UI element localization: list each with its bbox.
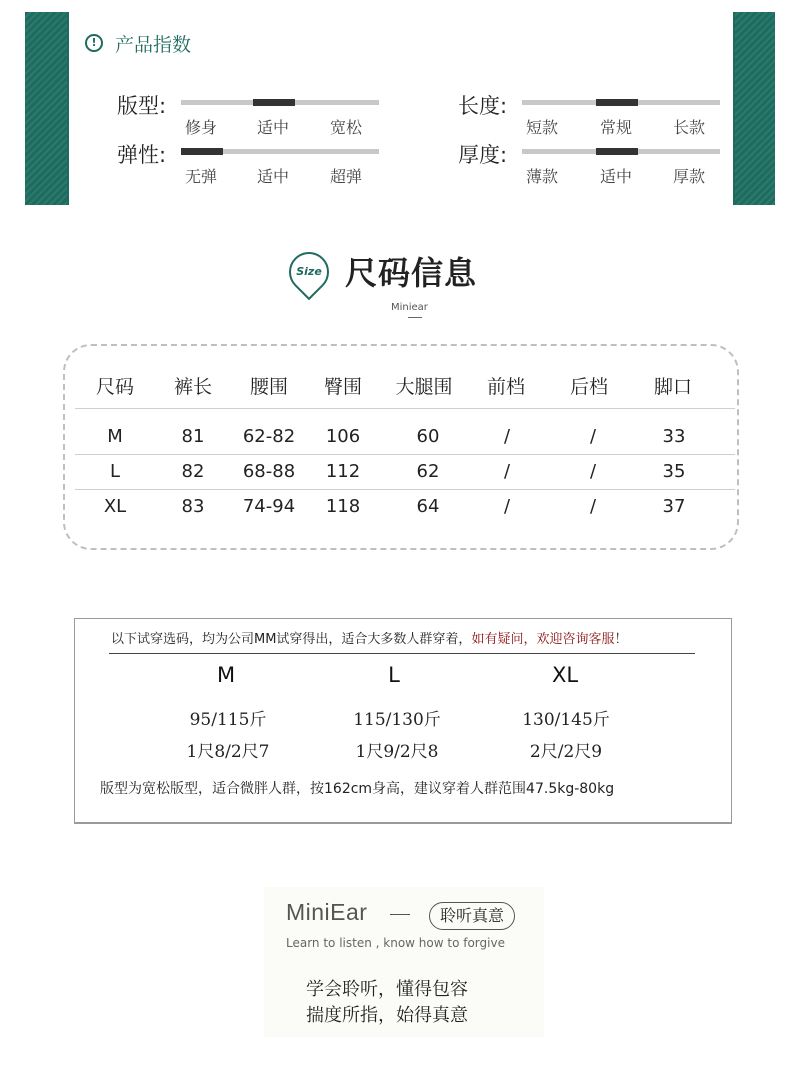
table-cell: 62 xyxy=(416,461,440,482)
table-cell: 68-88 xyxy=(242,461,296,482)
tryon-weight: 130/145斤 xyxy=(522,710,610,730)
tryon-note-end: ！ xyxy=(614,632,628,647)
column-header: 前档 xyxy=(486,376,525,398)
tryon-size-label: L xyxy=(388,663,400,687)
product-index-card xyxy=(67,12,735,205)
table-divider xyxy=(75,454,735,455)
size-badge-icon xyxy=(281,244,338,301)
metric-option: 适中 xyxy=(257,118,290,137)
brand-slogan-line: 揣度所指，始得真意 xyxy=(306,1005,468,1026)
metric-option: 长款 xyxy=(673,118,706,137)
brand-dash xyxy=(390,914,410,915)
metric-option: 适中 xyxy=(600,167,633,186)
size-heading xyxy=(0,246,800,316)
table-cell: L xyxy=(109,461,121,482)
metric-option: 厚款 xyxy=(673,167,706,186)
table-divider xyxy=(75,408,735,409)
table-cell: / xyxy=(589,461,597,482)
tryon-measure: 2尺/2尺9 xyxy=(529,742,603,762)
table-cell: 112 xyxy=(325,461,361,482)
tryon-reference-box xyxy=(74,618,732,824)
metric-label: 弹性: xyxy=(117,143,167,167)
product-index-heading xyxy=(85,30,191,56)
tryon-note-highlight: 如有疑问，欢迎咨询客服 xyxy=(471,632,615,647)
metric-option: 适中 xyxy=(257,167,290,186)
brand-slogan-en: Learn to listen , know how to forgive xyxy=(286,936,505,950)
tryon-divider xyxy=(109,653,695,654)
metric-option: 修身 xyxy=(185,118,218,137)
table-cell: 60 xyxy=(416,426,440,447)
metric-marker xyxy=(596,148,638,155)
decorative-stripe-left xyxy=(25,12,67,205)
table-row xyxy=(75,496,727,530)
tryon-note-text: 以下试穿选码，均为公司MM试穿得出，适合大多数人群穿着， xyxy=(111,632,472,647)
brand-tag-pill: 聆听真意 xyxy=(429,902,515,930)
metric-option: 短款 xyxy=(526,118,559,137)
size-table-frame xyxy=(63,344,739,550)
table-cell: / xyxy=(589,426,597,447)
metric-marker xyxy=(181,148,223,155)
table-cell: 106 xyxy=(325,426,361,447)
table-cell: M xyxy=(107,426,123,447)
size-section-title: 尺码信息 xyxy=(345,254,478,292)
metric-label: 长度: xyxy=(458,94,508,118)
size-badge-label: Size xyxy=(296,265,322,278)
brand-logo-text: MiniEar xyxy=(286,899,368,925)
tryon-weight: 115/130斤 xyxy=(353,710,441,730)
table-cell: 81 xyxy=(181,426,205,447)
product-index-panel xyxy=(25,12,775,205)
brand-footer xyxy=(264,887,544,1037)
decorative-stripe-right xyxy=(733,12,775,205)
metric-scale-bar xyxy=(522,100,720,137)
column-header: 脚口 xyxy=(653,376,692,398)
metric-option: 薄款 xyxy=(526,167,559,186)
table-cell: / xyxy=(503,461,511,482)
subtitle-underline xyxy=(408,317,422,318)
size-table-header xyxy=(75,372,727,406)
column-header: 大腿围 xyxy=(395,376,453,398)
table-cell: 82 xyxy=(181,461,205,482)
metric-label: 厚度: xyxy=(458,143,508,167)
product-index-title: 产品指数 xyxy=(115,33,192,56)
table-cell: 37 xyxy=(662,496,686,517)
metric-marker xyxy=(253,99,295,106)
table-cell: 33 xyxy=(662,426,686,447)
table-divider xyxy=(75,489,735,490)
tryon-measure: 1尺9/2尺8 xyxy=(355,742,439,762)
metric-scale-bar xyxy=(522,149,720,186)
table-cell: 118 xyxy=(325,496,361,517)
column-header: 裤长 xyxy=(173,376,212,398)
metric-marker xyxy=(596,99,638,106)
tryon-size-label: M xyxy=(216,663,236,687)
tryon-footnote: 版型为宽松版型，适合微胖人群，按162cm身高，建议穿着人群范围47.5kg-80kg xyxy=(100,781,615,797)
table-cell: / xyxy=(503,496,511,517)
table-cell: / xyxy=(589,496,597,517)
tryon-size-label: XL xyxy=(551,663,579,687)
column-header: 尺码 xyxy=(95,376,134,398)
metric-option: 超弹 xyxy=(330,167,363,186)
metric-option: 宽松 xyxy=(330,118,363,137)
table-cell: 35 xyxy=(662,461,686,482)
metric-scale-bar xyxy=(181,149,379,186)
column-header: 臀围 xyxy=(323,376,362,398)
column-header: 后档 xyxy=(569,376,608,398)
table-cell: / xyxy=(503,426,511,447)
table-cell: 62-82 xyxy=(242,426,296,447)
metric-option: 无弹 xyxy=(185,167,218,186)
metric-option: 常规 xyxy=(600,118,633,137)
tryon-measure: 1尺8/2尺7 xyxy=(186,742,270,762)
column-header: 腰围 xyxy=(249,376,288,398)
brand-slogan-line: 学会聆听，懂得包容 xyxy=(306,979,468,1000)
tryon-note xyxy=(111,628,627,647)
table-cell: 83 xyxy=(181,496,205,517)
table-cell: 64 xyxy=(416,496,440,517)
info-icon: ! xyxy=(85,34,103,52)
table-cell: 74-94 xyxy=(242,496,296,517)
metric-label: 版型: xyxy=(117,94,167,118)
tryon-weight: 95/115斤 xyxy=(189,710,267,730)
metric-scale-bar xyxy=(181,100,379,137)
size-section-subtitle: Miniear xyxy=(391,302,428,313)
table-cell: XL xyxy=(103,496,127,517)
